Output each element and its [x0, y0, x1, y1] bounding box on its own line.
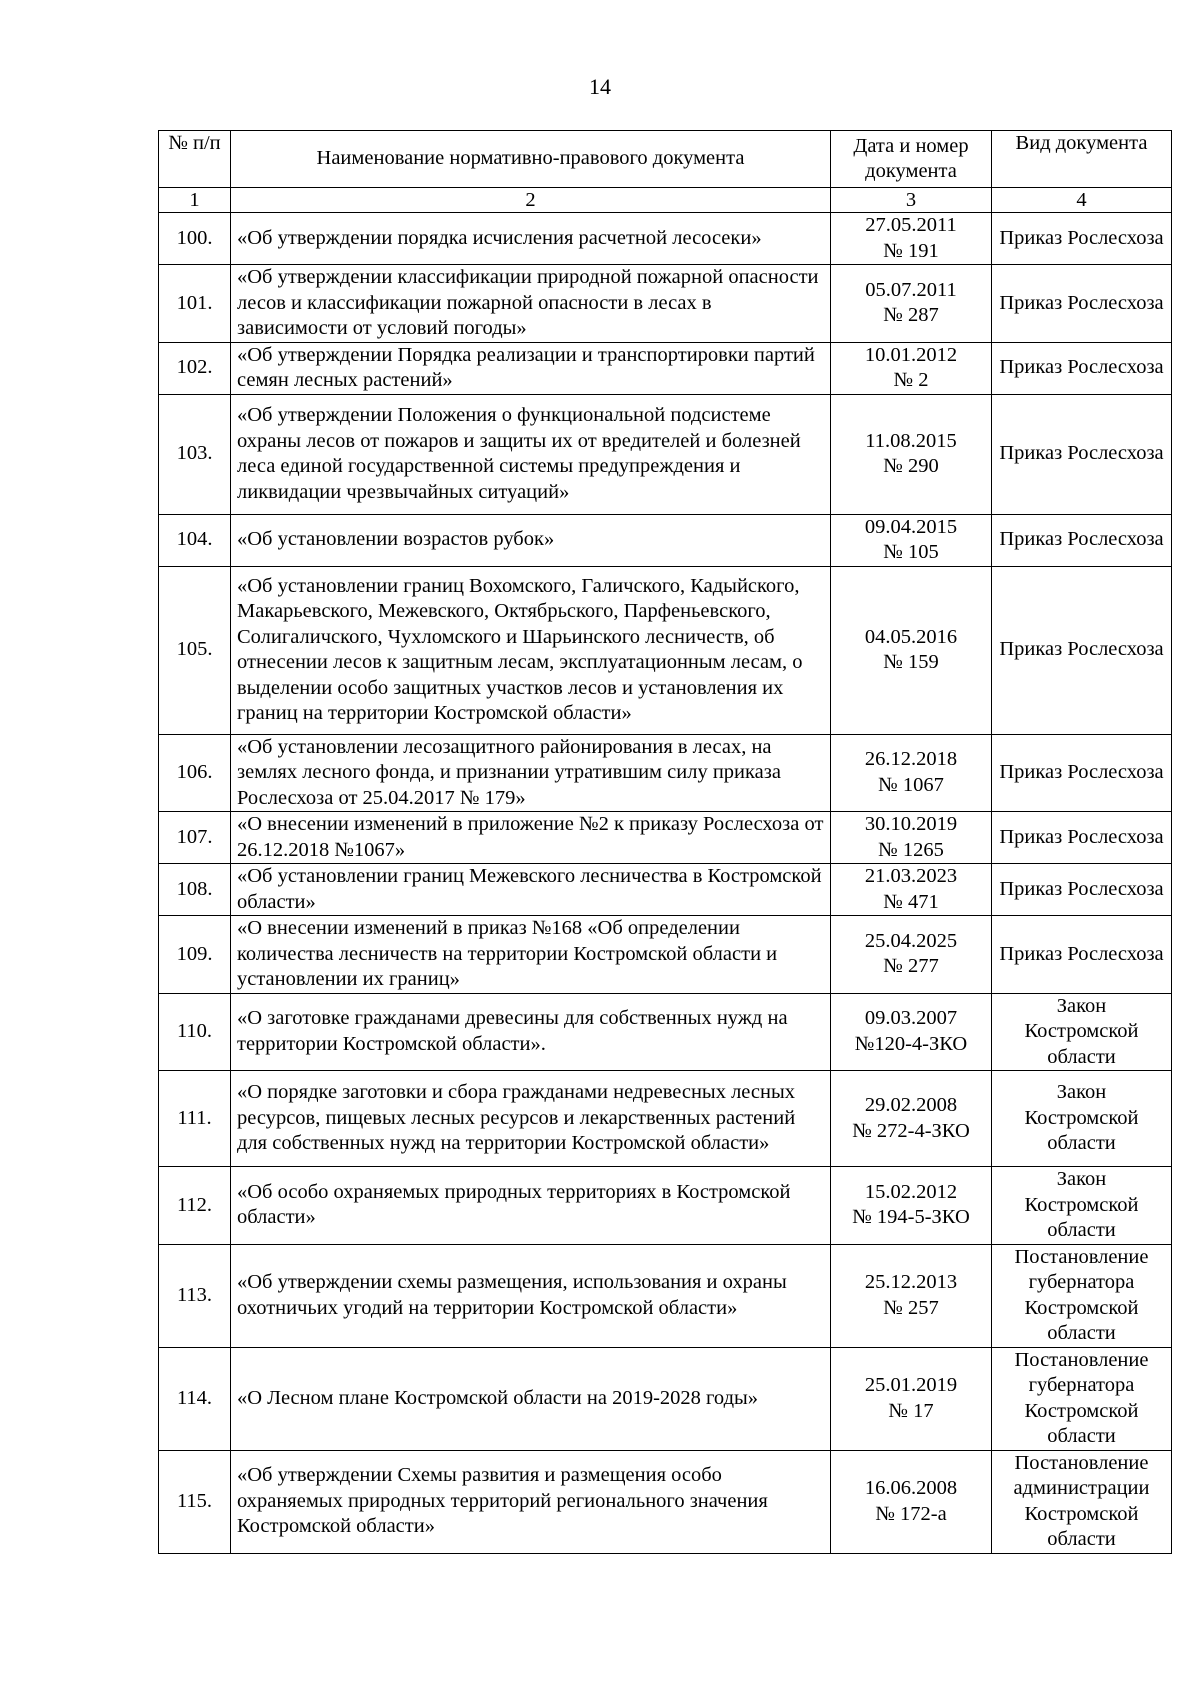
document-date: 16.06.2008	[864, 1477, 958, 1499]
document-kind: Закон Костромской области	[992, 993, 1172, 1071]
row-number: 115.	[159, 1450, 231, 1553]
document-date: 05.07.2011	[865, 278, 957, 301]
document-date-cell	[831, 1450, 992, 1553]
document-date-cell	[831, 1244, 992, 1347]
document-kind: Приказ Рослесхоза	[992, 342, 1172, 394]
column-number: 4	[992, 188, 1172, 213]
document-date-cell	[831, 213, 992, 265]
table-row	[159, 213, 1172, 265]
document-kind: Постановление губернатора Костромской области	[992, 1347, 1172, 1450]
documents-table	[158, 130, 1172, 1554]
row-number: 101.	[159, 265, 231, 343]
row-number: 108.	[159, 864, 231, 916]
document-kind: Приказ Рослесхоза	[992, 916, 1172, 994]
document-date-cell	[831, 394, 992, 514]
row-number: 104.	[159, 514, 231, 566]
row-number: 102.	[159, 342, 231, 394]
document-date: 25.12.2013	[864, 1271, 958, 1293]
page-number: 14	[589, 74, 611, 99]
document-number: № 257	[883, 1296, 939, 1319]
table-row	[159, 864, 1172, 916]
document-date-cell	[831, 734, 992, 812]
row-number: 103.	[159, 394, 231, 514]
document-kind: Приказ Рослесхоза	[992, 812, 1172, 864]
document-date: 11.08.2015	[865, 429, 957, 452]
header-name: Наименование нормативно-правового документа	[231, 131, 831, 188]
document-name: «О порядке заготовки и сбора гражданами недревесных лесных ресурсов, пищевых лесных ресурсов и лекарственных растений для собственных нужд на территории Костромской области»	[231, 1071, 831, 1167]
document-date-cell	[831, 514, 992, 566]
document-date-cell	[831, 1167, 992, 1245]
document-name: «Об установлении границ Вохомского, Галичского, Кадыйского, Макарьевского, Межевского, Октябрьского, Парфеньевского, Солигаличского, Чухломского и Шарьинского лесничеств, об отнесении лесов к защитным лесам, эксплуатационным лесам, о выделении особо защитных участков лесов и установления их границ на территории Костромской области»	[231, 566, 831, 734]
document-kind: Приказ Рослесхоза	[992, 265, 1172, 343]
column-number-row	[159, 188, 1172, 213]
document-name: «Об утверждении Порядка реализации и транспортировки партий семян лесных растений»	[231, 342, 831, 394]
document-number: № 471	[883, 890, 939, 913]
document-number: № 159	[883, 651, 939, 673]
row-number: 114.	[159, 1347, 231, 1450]
document-kind: Закон Костромской области	[992, 1071, 1172, 1167]
document-kind: Приказ Рослесхоза	[992, 514, 1172, 566]
document-date: 27.05.2011	[865, 214, 957, 236]
table-row	[159, 342, 1172, 394]
row-number: 107.	[159, 812, 231, 864]
table-row	[159, 734, 1172, 812]
document-name: «Об утверждении схемы размещения, использования и охраны охотничьих угодий на территории Костромской области»	[231, 1244, 831, 1347]
document-kind: Приказ Рослесхоза	[992, 213, 1172, 265]
header-kind: Вид документа	[992, 131, 1172, 188]
document-kind: Постановление губернатора Костромской области	[992, 1244, 1172, 1347]
row-number: 109.	[159, 916, 231, 994]
document-number: № 194-5-ЗКО	[852, 1206, 970, 1229]
table-row	[159, 812, 1172, 864]
header-date: Дата и номер документа	[831, 131, 992, 188]
document-number: № 1265	[878, 838, 944, 861]
document-kind: Приказ Рослесхоза	[992, 566, 1172, 734]
document-date-cell	[831, 916, 992, 994]
document-name: «О внесении изменений в приказ №168 «Об определении количества лесничеств на территории Костромской области и установлении их границ»	[231, 916, 831, 994]
document-number: № 2	[893, 369, 929, 391]
row-number: 113.	[159, 1244, 231, 1347]
row-number: 100.	[159, 213, 231, 265]
document-name: «Об утверждении Положения о функциональной подсистеме охраны лесов от пожаров и защиты их от вредителей и болезней леса единой государственной системы предупреждения и ликвидации чрезвычайных ситуаций»	[231, 394, 831, 514]
document-name: «Об установлении лесозащитного районирования в лесах, на землях лесного фонда, и признании утратившим силу приказа Рослесхоза от 25.04.2017 № 179»	[231, 734, 831, 812]
column-number: 2	[231, 188, 831, 213]
document-number: № 191	[883, 239, 939, 262]
document-name: «Об установлении границ Межевского лесничества в Костромской области»	[231, 864, 831, 916]
row-number: 110.	[159, 993, 231, 1071]
document-number: № 1067	[878, 773, 944, 796]
table-row	[159, 1167, 1172, 1245]
document-name: «Об утверждении порядка исчисления расчетной лесосеки»	[231, 213, 831, 265]
document-date-cell	[831, 566, 992, 734]
document-kind: Приказ Рослесхоза	[992, 864, 1172, 916]
row-number: 105.	[159, 566, 231, 734]
document-kind: Приказ Рослесхоза	[992, 734, 1172, 812]
table-row	[159, 993, 1172, 1071]
row-number: 106.	[159, 734, 231, 812]
document-name: «Об утверждении классификации природной пожарной опасности лесов и классификации пожарной опасности в лесах в зависимости от условий погоды»	[231, 265, 831, 343]
document-number: № 287	[883, 304, 939, 327]
document-date-cell	[831, 812, 992, 864]
document-number: № 172-а	[875, 1502, 947, 1525]
document-name: «Об особо охраняемых природных территориях в Костромской области»	[231, 1167, 831, 1245]
table-row	[159, 265, 1172, 343]
document-date: 29.02.2008	[864, 1094, 958, 1116]
header-number: № п/п	[159, 131, 231, 188]
column-number: 3	[831, 188, 992, 213]
table-row	[159, 514, 1172, 566]
row-number: 112.	[159, 1167, 231, 1245]
document-kind: Закон Костромской области	[992, 1167, 1172, 1245]
document-date: 21.03.2023	[864, 865, 958, 887]
document-date-cell	[831, 1071, 992, 1167]
document-date: 09.03.2007	[864, 1007, 958, 1030]
document-kind: Приказ Рослесхоза	[992, 394, 1172, 514]
document-date: 04.05.2016	[864, 625, 958, 648]
document-date: 26.12.2018	[864, 748, 958, 771]
document-number: №120-4-ЗКО	[854, 1032, 968, 1055]
table-row	[159, 1244, 1172, 1347]
document-date: 25.01.2019	[864, 1374, 958, 1396]
document-date-cell	[831, 993, 992, 1071]
document-number: № 290	[883, 455, 939, 477]
document-name: «О внесении изменений в приложение №2 к приказу Рослесхоза от 26.12.2018 №1067»	[231, 812, 831, 864]
table-row	[159, 1347, 1172, 1450]
table-row	[159, 1071, 1172, 1167]
column-number: 1	[159, 188, 231, 213]
document-name: «О Лесном плане Костромской области на 2019-2028 годы»	[231, 1347, 831, 1450]
document-date-cell	[831, 864, 992, 916]
table-row	[159, 916, 1172, 994]
document-name: «Об установлении возрастов рубок»	[231, 514, 831, 566]
document-date: 15.02.2012	[864, 1180, 958, 1203]
document-number: № 277	[883, 955, 939, 978]
document-date: 09.04.2015	[864, 515, 958, 538]
document-date: 30.10.2019	[864, 813, 958, 835]
document-date-cell	[831, 342, 992, 394]
table-row	[159, 1450, 1172, 1553]
document-name: «Об утверждении Схемы развития и размещения особо охраняемых природных территорий регионального значения Костромской области»	[231, 1450, 831, 1553]
row-number: 111.	[159, 1071, 231, 1167]
header-row	[159, 131, 1172, 188]
table-row	[159, 566, 1172, 734]
document-number: № 17	[888, 1399, 934, 1422]
table-row	[159, 394, 1172, 514]
document-date-cell	[831, 265, 992, 343]
document-name: «О заготовке гражданами древесины для собственных нужд на территории Костромской области».	[231, 993, 831, 1071]
document-date: 25.04.2025	[864, 929, 958, 952]
table-body	[159, 131, 1172, 1554]
document-date-cell	[831, 1347, 992, 1450]
document-number: № 272-4-ЗКО	[852, 1119, 970, 1142]
document-date: 10.01.2012	[864, 343, 958, 366]
document-number: № 105	[883, 541, 939, 563]
document-kind: Постановление администрации Костромской области	[992, 1450, 1172, 1553]
